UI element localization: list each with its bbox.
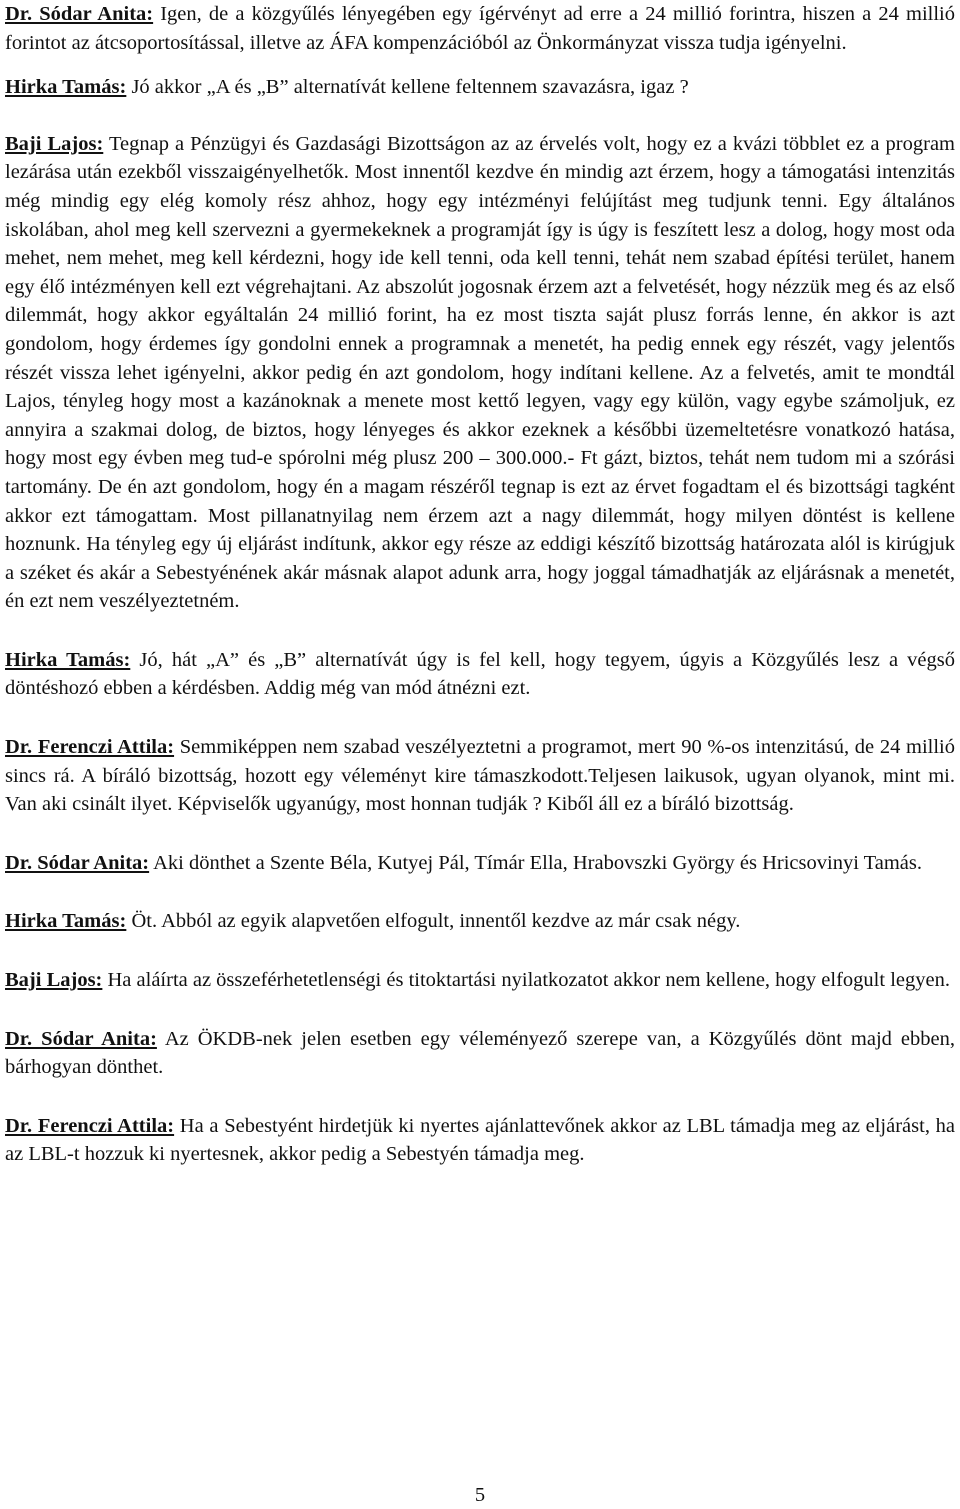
speaker-name: Dr. Ferenczi Attila: — [5, 736, 175, 759]
paragraph-text: Jó, hát „A” és „B” alternatívát úgy is fel kell, hogy tegyem, úgyis a Közgyűlés lesz a végső döntéshozó ebben a kérdésben. Addig még van mód átnézni ezt. — [5, 648, 955, 700]
paragraph-sodar-3 — [5, 1025, 955, 1082]
paragraph-hirka-2 — [5, 646, 955, 703]
paragraph-text: Aki dönthet a Szente Béla, Kutyej Pál, Tímár Ella, Hrabovszki György és Hricsovinyi Tamás. — [153, 851, 922, 874]
document-page — [5, 0, 955, 1169]
speaker-name: Hirka Tamás: — [5, 76, 127, 99]
paragraph-text: Semmiképpen nem szabad veszélyeztetni a programot, mert 90 %-os intenzitású, de 24 millió sincs rá. A bíráló bizottság, hozott egy véleményt kire támaszkodott.Teljesen laikusok, ugyan olyanok, mint mi. Van aki csinált ilyet. Képviselők ugyanúgy, most honnan tudják ? Kiből áll ez a bíráló bizottság. — [5, 736, 956, 816]
speaker-name: Baji Lajos: — [5, 969, 103, 992]
paragraph-sodar-2 — [5, 849, 955, 878]
paragraph-text: Jó akkor „A és „B” alternatívát kellene feltennem szavazásra, igaz ? — [131, 76, 689, 99]
speaker-name: Dr. Sódar Anita: — [5, 3, 154, 25]
paragraph-hirka-1 — [5, 73, 955, 102]
speaker-name: Hirka Tamás: — [5, 648, 131, 671]
paragraph-text: Tegnap a Pénzügyi és Gazdasági Bizottságon az az érvelés volt, hogy ez a kvázi többlet ez a program lezárása után ezekből visszaigényelhetők. Most innentől kezdve én mindig azt érzem, hogy a támogatási intenzitás még mindig egy elég komoly rész ahhoz, hogy egy intézményi felújítást meg tudjunk tenni. Egy általános iskolában, ahol meg kell szervezni a gyermekeknek a programját így is úgy is feszített lesz a dolog, hogy most oda mehet, nem mehet, meg kell kérdezni, hogy ide kell tenni, oda kell tenni, tehát nem szabad építési terület, hanem egy élő intézményen kell ezt végrehajtani. Az abszolút jogosnak érzem azt a felvetését, hogy nézzük meg és az első dilemmát, hogy akkor egyáltalán 24 millió forint, ha ez most tiszta saját plusz forrás lenne, én akkor is azt gondolom, hogy érdemes így gondolni ennek a programnak a menetét, ha pedig ennek egy részét, vagy jelentős részét vissza lehet igényelni, akkor pedig én azt gondolom, hogy indítani kellene. Az a felvetés, amit te mondtál Lajos, tényleg hogy most a kazánoknak a menete most kettő legyen, vagy egy külön, vagy egybe számoljuk, ez annyira a szakmai dolog, de biztos, hogy lényeges és akkor ezeknek a későbbi üzemeltetésre vonatkozó hatása, hogy most egy évben meg tud-e spórolni még plusz 200 – 300.000.- Ft gázt, biztos, tehát nem tudom mi a szórási tartomány. De én azt gondolom, hogy én a magam részéről tegnap is ezt az érvet fogadtam el és bizottsági tagként akkor ezt támogattam. Most pillanatnyilag nem érzem azt a nagy dilemmát, hogy milyen döntést is kellene hoznunk. Ha tényleg egy új eljárást indítunk, akkor egy része az eddigi készítő bizottság határozata alól is kirúgjuk a széket és akár a Sebestyénének akár másnak alapot adunk arra, hogy joggal támadhatják az eljárásnak a menetét, én ezt nem veszélyeztetném. — [5, 132, 955, 613]
paragraph-text: Ha aláírta az összeférhetetlenségi és titoktartási nyilatkozatot akkor nem kellene, hogy elfogult legyen. — [107, 969, 950, 992]
speaker-name: Dr. Sódar Anita: — [5, 1027, 157, 1050]
speaker-name: Dr. Ferenczi Attila: — [5, 1114, 175, 1137]
paragraph-sodar-1 — [5, 0, 955, 57]
paragraph-baji-2 — [5, 966, 955, 995]
speaker-name: Hirka Tamás: — [5, 910, 127, 933]
paragraph-ferenczi-1 — [5, 733, 955, 819]
speaker-name: Dr. Sódar Anita: — [5, 851, 150, 874]
paragraph-text: Az ÖKDB-nek jelen esetben egy véleményező szerepe van, a Közgyűlés dönt majd ebben, bárhogyan dönthet. — [5, 1027, 956, 1079]
speaker-name: Baji Lajos: — [5, 132, 104, 155]
paragraph-text: Öt. Abból az egyik alapvetően elfogult, innentől kezdve az már csak négy. — [131, 910, 741, 933]
paragraph-text: Igen, de a közgyűlés lényegében egy ígérvényt ad erre a 24 millió forintra, hiszen a 24 millió forintot az átcsoportosítással, illetve az ÁFA kompenzációból az Önkormányzat vissza tudja igényelni. — [5, 3, 956, 54]
paragraph-ferenczi-2 — [5, 1112, 955, 1169]
paragraph-text: Ha a Sebestyént hirdetjük ki nyertes ajánlattevőnek akkor az LBL támadja meg az eljárást, ha az LBL-t hozzuk ki nyertesnek, akkor pedig a Sebestyén támadja meg. — [5, 1114, 955, 1166]
paragraph-hirka-3 — [5, 907, 955, 936]
page-number: 5 — [474, 1484, 486, 1506]
paragraph-baji-1 — [5, 130, 955, 616]
